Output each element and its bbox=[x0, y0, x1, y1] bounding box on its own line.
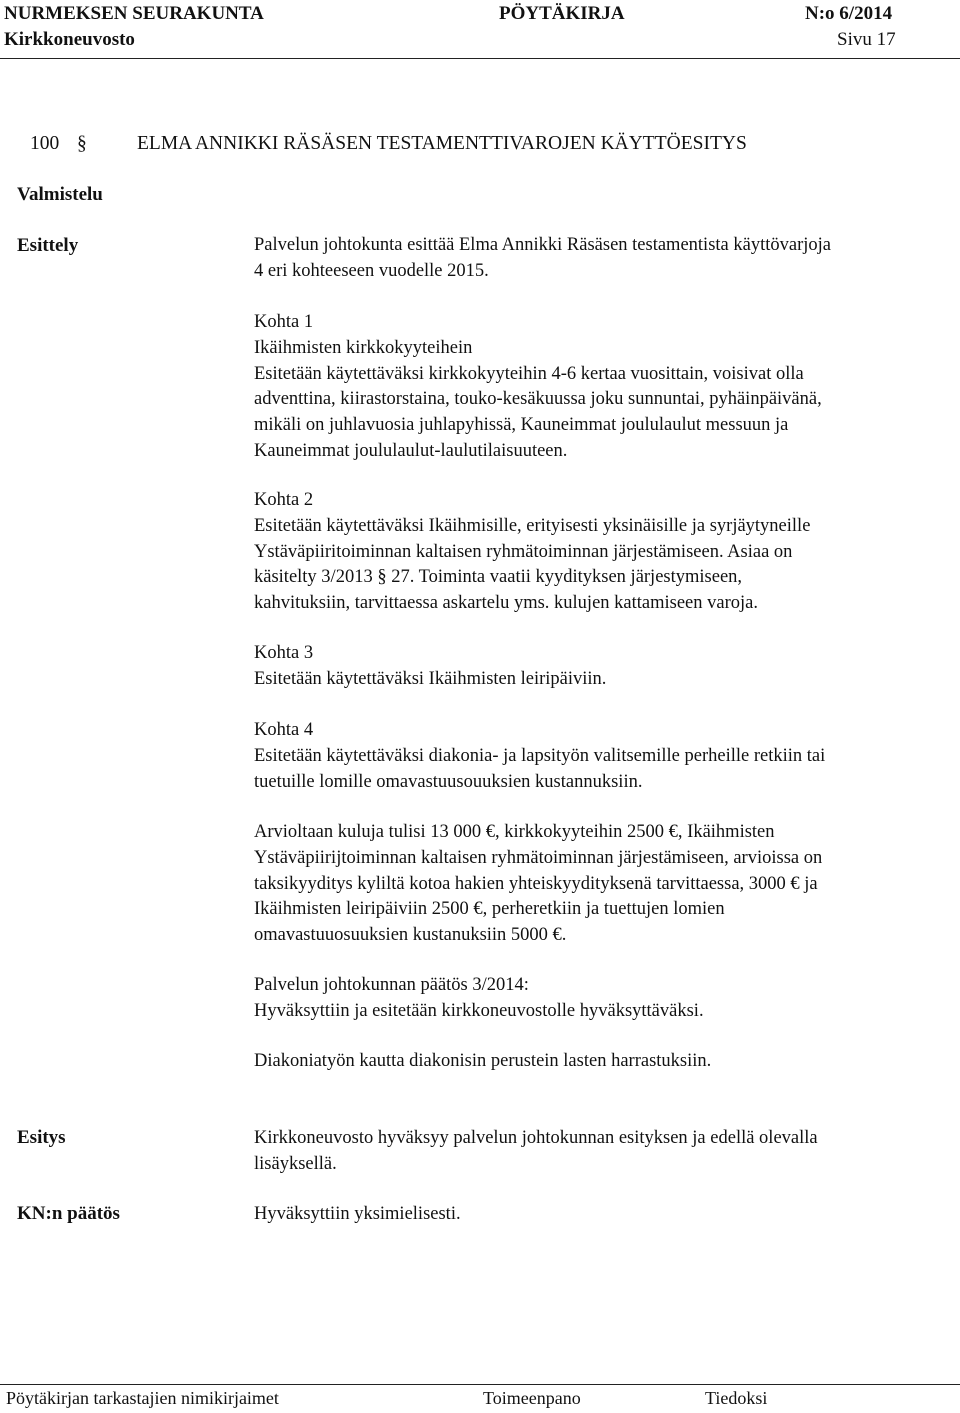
kohta-3 bbox=[254, 641, 954, 693]
kohta-2-heading: Kohta 2 bbox=[254, 490, 314, 510]
kohta-4-line-1: Esitetään käytettäväksi diakonia- ja lapsityön valitsemille perheille retkiin tai bbox=[254, 745, 826, 766]
label-valmistelu: Valmistelu bbox=[17, 184, 103, 205]
kohta-2-line-3: käsitelty 3/2013 § 27. Toiminta vaatii kyydityksen järjestymiseen, bbox=[254, 567, 743, 588]
label-esittely: Esittely bbox=[17, 235, 79, 256]
intro-line-2: 4 eri kohteeseen vuodelle 2015. bbox=[254, 260, 489, 281]
board-decision bbox=[254, 973, 954, 1025]
kohta-2-line-2: Ystäväpiiritoiminnan kaltaisen ryhmätoiminnan järjestämiseen. Asiaa on bbox=[254, 541, 793, 562]
kohta-4-line-2: tuetuille lomille omavastuusouuksien kustannuksiin. bbox=[254, 771, 643, 792]
kn-paatos-line-1: Hyväksyttiin yksimielisesti. bbox=[254, 1204, 461, 1224]
kohta-2 bbox=[254, 488, 954, 617]
kohta-1-line-3: mikäli on juhlavuosia juhlapyhissä, Kauneimmat joululaulut messuun ja bbox=[254, 415, 789, 436]
kohta-1-line-4: Kauneimmat joululaulut-laulutilaisuuteen. bbox=[254, 440, 568, 461]
cost-line-5: omavastuuosuuksien kustanuksiin 5000 €. bbox=[254, 925, 567, 946]
diaconia-note bbox=[254, 1049, 954, 1075]
footer-execution: Toimeenpano bbox=[483, 1388, 581, 1408]
kohta-1-heading: Kohta 1 bbox=[254, 312, 314, 332]
kohta-4-heading: Kohta 4 bbox=[254, 720, 314, 740]
footer-notices: Tiedoksi bbox=[705, 1388, 768, 1408]
header-doc-type: PÖYTÄKIRJA bbox=[499, 3, 625, 24]
label-esitys: Esitys bbox=[17, 1127, 66, 1148]
esitys-line-2: lisäyksellä. bbox=[254, 1153, 337, 1174]
label-kn-paatos: KN:n päätös bbox=[17, 1203, 120, 1224]
footer-divider bbox=[0, 1384, 960, 1385]
header-number: N:o 6/2014 bbox=[805, 3, 893, 24]
cost-line-3: taksikyyditys kyliltä kotoa hakien yhteiskyydityksenä tarvittaessa, 3000 € ja bbox=[254, 873, 818, 894]
cost-line-4: Ikäihmisten leiripäiviin 2500 €, perheretkiin ja tuettujen lomien bbox=[254, 899, 725, 920]
esittely-intro bbox=[254, 233, 954, 285]
kohta-1 bbox=[254, 310, 954, 465]
section-title: ELMA ANNIKKI RÄSÄSEN TESTAMENTTIVAROJEN KÄYTTÖESITYS bbox=[137, 133, 747, 154]
kohta-2-line-1: Esitetään käytettäväksi Ikäihmisille, erityisesti yksinäisille ja syrjäytyneille bbox=[254, 515, 811, 536]
decision-line-1: Palvelun johtokunnan päätös 3/2014: bbox=[254, 975, 529, 995]
paragraph-sign: § bbox=[77, 133, 87, 154]
header-divider bbox=[0, 58, 960, 59]
kohta-1-line-1: Esitetään käytettäväksi kirkkokyyteihin 4-6 kertaa vuosittain, voisivat olla bbox=[254, 363, 804, 384]
kohta-4 bbox=[254, 718, 954, 795]
header-body-name: Kirkkoneuvosto bbox=[4, 29, 135, 50]
section-number: 100 bbox=[30, 133, 60, 154]
kohta-3-line-1: Esitetään käytettäväksi Ikäihmisten leiripäiviin. bbox=[254, 668, 607, 689]
kohta-2-line-4: kahvituksiin, tarvittaessa askartelu yms. kulujen kattamiseen varoja. bbox=[254, 593, 758, 614]
kohta-1-subheading: Ikäihmisten kirkkokyyteihein bbox=[254, 337, 473, 358]
footer-signatures: Pöytäkirjan tarkastajien nimikirjaimet bbox=[6, 1388, 279, 1408]
cost-estimate bbox=[254, 820, 954, 949]
cost-line-2: Ystäväpiirijtoiminnan kaltaisen ryhmätoiminnan järjestämiseen, arvioissa on bbox=[254, 847, 823, 868]
header-page: Sivu 17 bbox=[837, 29, 896, 50]
esitys-line-1: Kirkkoneuvosto hyväksyy palvelun johtokunnan esityksen ja edellä olevalla bbox=[254, 1128, 818, 1148]
kohta-3-heading: Kohta 3 bbox=[254, 643, 314, 663]
kn-paatos-text bbox=[254, 1202, 954, 1228]
esitys-text bbox=[254, 1126, 954, 1178]
intro-line-1: Palvelun johtokunta esittää Elma Annikki Räsäsen testamentista käyttövarjoja bbox=[254, 235, 831, 255]
kohta-1-line-2: adventtina, kiirastorstaina, touko-kesäkuussa joku sunnuntai, pyhäinpäivänä, bbox=[254, 389, 822, 410]
cost-line-1: Arvioltaan kuluja tulisi 13 000 €, kirkkokyyteihin 2500 €, Ikäihmisten bbox=[254, 822, 775, 842]
decision-line-2: Hyväksyttiin ja esitetään kirkkoneuvostolle hyväksyttäväksi. bbox=[254, 1000, 704, 1021]
header-org: NURMEKSEN SEURAKUNTA bbox=[4, 3, 264, 24]
diaconia-line-1: Diakoniatyön kautta diakonisin perustein lasten harrastuksiin. bbox=[254, 1051, 712, 1071]
